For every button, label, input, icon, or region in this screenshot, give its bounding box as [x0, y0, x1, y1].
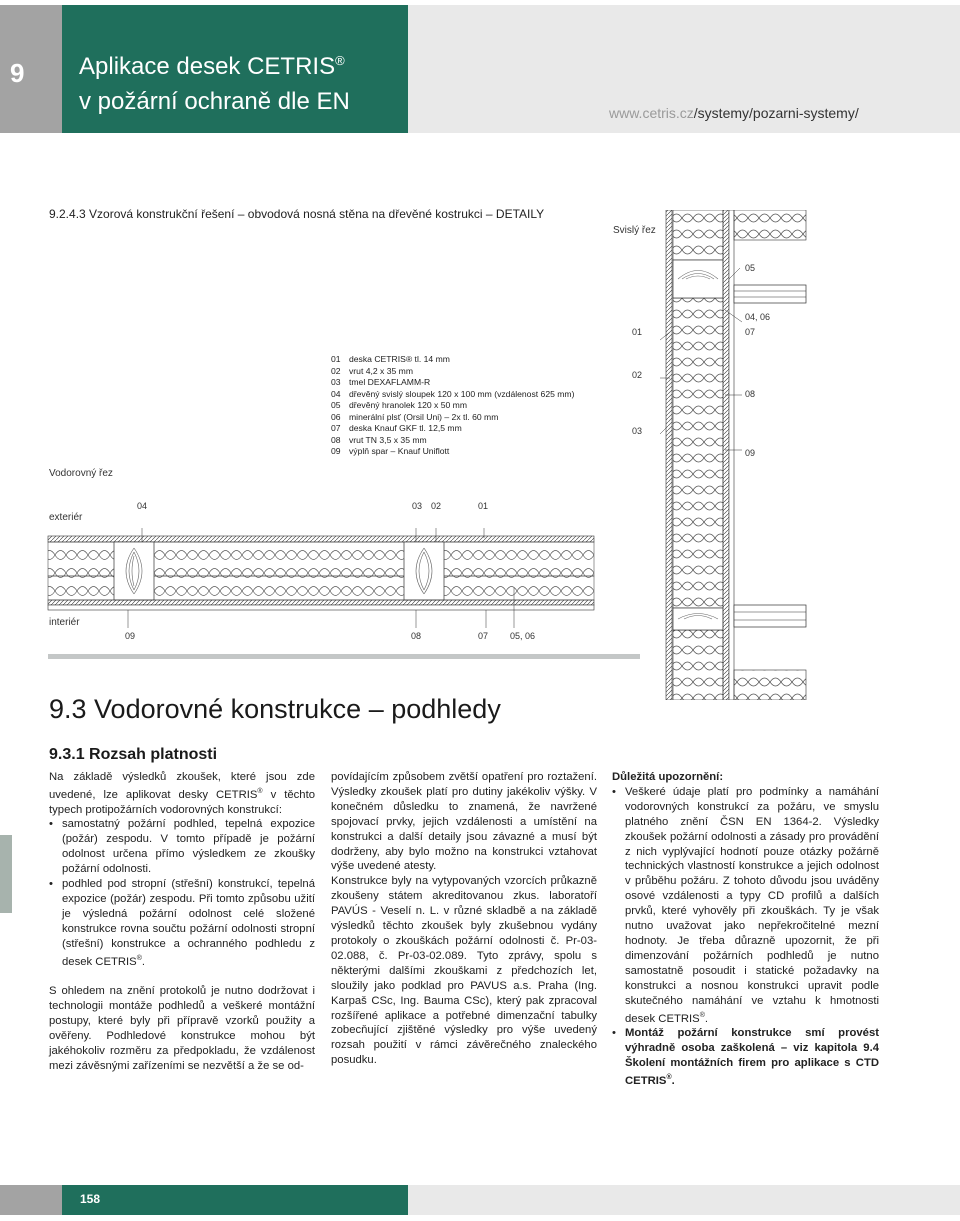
legend-item: 05 dřevěný hranolek 120 x 50 mm [331, 400, 467, 410]
vertical-label-07: 07 [745, 327, 756, 337]
section-divider-bar [48, 654, 640, 659]
list-item: • podhled pod stropní (střešní) konstrukcí, tepelná expozice (požár) zespodu. Při tomto způsobu užití je výsledná požární odolnost celé složené konstrukce rovna součtu požární odolnosti stropní (střešní) konstrukce a ochranného podhledu z desek CETRIS®. [49, 877, 315, 969]
text-column-2 [331, 770, 597, 1068]
vertical-section-caption: Svislý řez [613, 225, 656, 236]
paragraph: povídajícím způsobem zvětší opatření pro roztažení. Výsledky zkoušek platí pro dutiny jakékoliv výšky. V konečném důsledku to znamená, že navržené spojovací prvky, jejich vzdálenosti a umístění na konstrukci a další detaily jsou závazné a musí být dodrženy, aby bylo možno na konstrukci vztahovat výše uvedené atesty. [331, 771, 597, 873]
text-column-3 [612, 770, 879, 1089]
vertical-label-01: 01 [632, 327, 643, 337]
horizontal-label-04: 04 [137, 501, 148, 511]
side-margin-mark [0, 835, 12, 913]
legend-item: 06 minerální plsť (Orsil Uni) – 2x tl. 60 mm [331, 411, 499, 422]
horizontal-label-08: 08 [411, 631, 422, 641]
notice-title: Důležitá upozornění: [612, 771, 724, 783]
legend-item: 09 výplň spar – Knauf Uniflott [331, 446, 450, 456]
horizontal-label-01: 01 [478, 501, 489, 511]
vertical-label-09: 09 [745, 448, 756, 458]
paragraph: S ohledem na znění protokolů je nutno dodržovat i technologii montáže podhledů a veškeré montážní postupy, které byly při přípravě vzorků použity a ověřeny. Podhledové konstrukce mohou být jakéhokoliv rozměru za předpokladu, že vzdálenost mezi závěsnými zařízeními se nezvětší a že se od- [49, 985, 315, 1072]
legend-item: 07 deska Knauf GKF tl. 12,5 mm [331, 423, 462, 433]
vertical-label-04-06: 04, 06 [745, 312, 771, 322]
bullet-list [612, 785, 879, 1089]
paragraph: Konstrukce byly na vytypovaných vzorcích průkazně zkoušeny státem akreditovanou zkus. laboratoří PAVÚS - Veselí n. L. v různé skladbě a na základě výsledků těchto zkoušek byly zkušebnou vydány protokoly o zkouškách požární odolnosti č. Pr-03-02.088, č. Pr-03-02.089. Tyto zprávy, spolu s některými dalšími zkouškami z předchozích let, sloužily jako podklad pro PAVUS a.s. Praha (Ing. Karpaš CSc, Ing. Bauma CSc), který pak zpracoval rozšířené aplikace a potřebné dimenzační tabulky zobecňující zjištěné výsledky pro výše uvedený rozsah použití v rámci závěrečného znaleckého posudku. [331, 875, 597, 1067]
legend-item: 02 vrut 4,2 x 35 mm [331, 365, 413, 376]
list-item: • Veškeré údaje platí pro podmínky a namáhání vodorovných konstrukcí za požáru, ve smyslu platného znění ČSN EN 1364-2. Výsledky zkoušek požární odolnosti a zásady pro provádění z nich vyplývající hodnotí pouze otázky požárně technických vlastností konstrukce a jejich odolnost v průběhu požáru. Z tohoto důvodu jsou uváděny osové vzdálenosti a typy CD profilů a dalších prvků, které vyhověly při zkouškách. Ty je však nutno uvažovat jako nepřekročitelné mezní hodnoty. Je třeba důrazně upozornit, že při dimenzování požárních podhledů je nutno samostatně posoudit i statické požadavky na konstrukci a nosnou konstrukci upravit podle skutečného namáhání ve vztahu k hmotnosti desek CETRIS®. [612, 785, 879, 1026]
header-url-link[interactable]: www.cetris.cz/systemy/pozarni-systemy/ [609, 105, 859, 121]
section-heading: 9.2.4.3 Vzorová konstrukční řešení – obvodová nosná stěna na dřevěné kostrukci – DETAILY [49, 207, 545, 221]
interior-label: interiér [49, 617, 80, 628]
horizontal-label-07: 07 [478, 631, 489, 641]
legend-item: 03 tmel DEXAFLAMM-R [331, 377, 431, 387]
legend-item: 01 deska CETRIS® tl. 14 mm [331, 354, 450, 364]
list-item: • Montáž požární konstrukce smí provést výhradně osoba zaškolená – viz kapitola 9.4 Školení montážních firem pro aplikace s CTD CETRIS®. [612, 1026, 879, 1088]
horizontal-label-09: 09 [125, 631, 136, 641]
page-title-line1: Aplikace desek CETRIS® [79, 53, 345, 80]
vertical-label-05: 05 [745, 263, 756, 273]
chapter-number: 9 [10, 58, 25, 88]
bullet-list [49, 817, 315, 969]
horizontal-label-03: 03 [412, 501, 423, 511]
horizontal-section-caption: Vodorovný řez [49, 468, 113, 479]
vertical-section-drawing [660, 210, 810, 700]
legend-item: 08 vrut TN 3,5 x 35 mm [331, 434, 427, 445]
horizontal-section-drawing [44, 528, 596, 628]
text-column-1 [49, 770, 315, 1074]
page-title-line2: v požární ochraně dle EN [79, 88, 350, 115]
list-item: • samostatný požární podhled, tepelná expozice (požár) zespodu. V tomto případě je požární odolnost určena přímo výsledkem ze zkoušky požární odolnosti. [49, 817, 315, 877]
vertical-label-02: 02 [632, 370, 643, 380]
paragraph: Na základě výsledků zkoušek, které jsou zde uvedené, lze aplikovat desky CETRIS® v těchto typech protipožárních vodorovných konstrukcí: [49, 771, 315, 816]
main-heading: 9.3 Vodorovné konstrukce – podhledy [49, 694, 501, 724]
footer-grey-left [0, 1185, 62, 1215]
footer-green-band [62, 1185, 408, 1215]
horizontal-label-02: 02 [431, 501, 442, 511]
footer-grey-right [408, 1185, 960, 1215]
legend-item: 04 dřevěný svislý sloupek 120 x 100 mm (vzdálenost 625 mm) [331, 388, 575, 399]
sub-heading: 9.3.1 Rozsah platnosti [49, 746, 218, 763]
vertical-label-03: 03 [632, 426, 643, 436]
vertical-label-08: 08 [745, 389, 756, 399]
exterior-label: exteriér [49, 512, 83, 523]
page-number: 158 [80, 1192, 101, 1206]
horizontal-label-05-06: 05, 06 [510, 631, 536, 641]
